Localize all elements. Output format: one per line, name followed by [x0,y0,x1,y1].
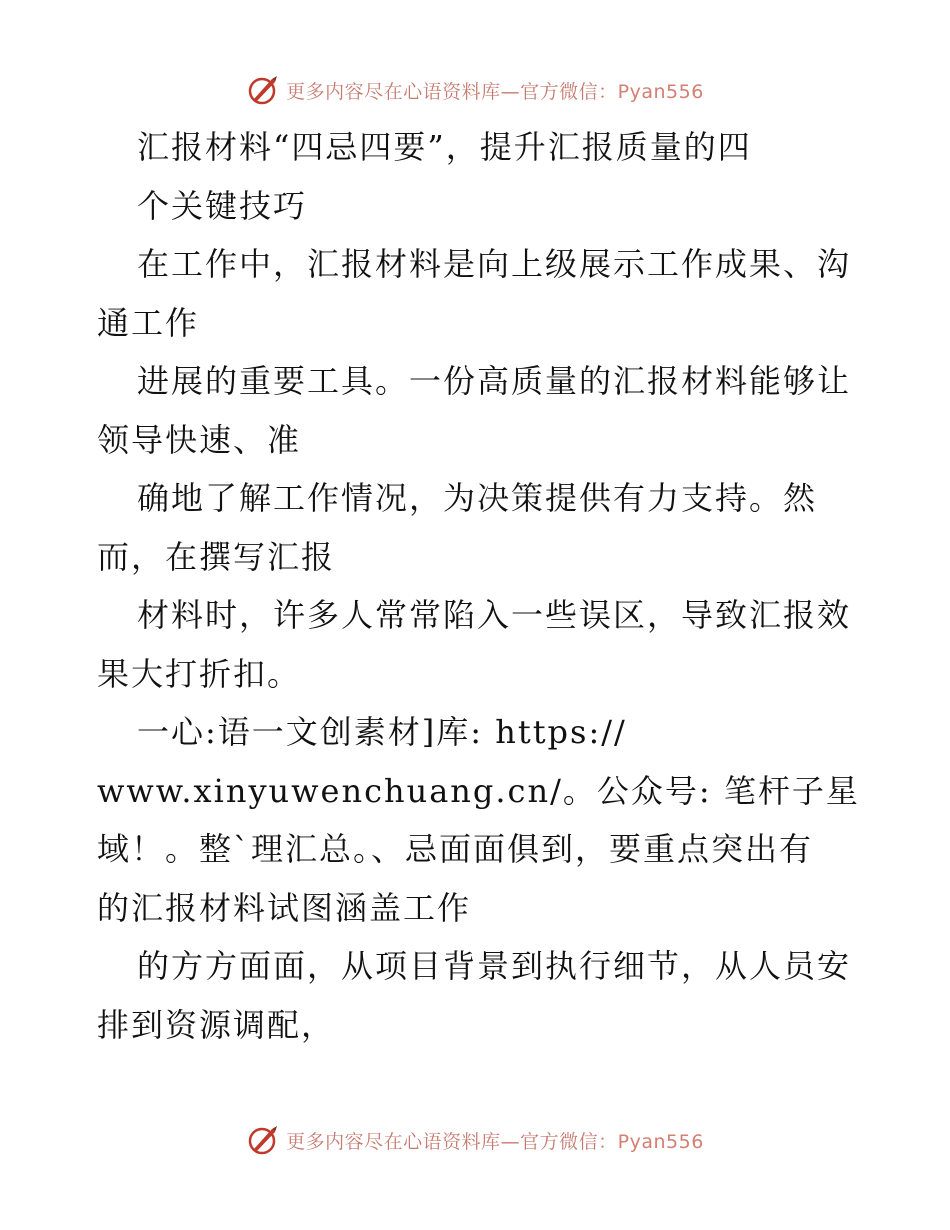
text-line: 材料时，许多人常常陷入一些误区，导致汇报效 [137,596,852,634]
text-line: 排到资源调配， [97,1005,336,1044]
text-line: 个关键技巧 [137,186,308,225]
text-line: 在工作中，汇报材料是向上级展示工作成果、沟 [137,245,852,283]
text-line: 通工作 [97,303,200,342]
quill-pen-circle-icon [246,73,280,107]
text-line: 果大打折扣。 [97,654,302,693]
text-line: 而，在撰写汇报 [97,537,336,576]
text-line: 确地了解工作情况，为决策提供有力支持。然 [137,479,818,517]
text-line: 领导快速、准 [97,420,302,459]
header-watermark [0,68,950,112]
text-line: 域！。整`理汇总。、忌面面俱到，要重点突出有 [97,830,814,868]
text-line: 进展的重要工具。一份高质量的汇报材料能够让 [137,362,852,400]
document-body [97,118,860,1054]
quill-pen-circle-icon [246,1123,280,1157]
text-line: 汇报材料“四忌四要”，提升汇报质量的四 [137,128,752,166]
text-line: 的汇报材料试图涵盖工作 [97,888,472,927]
text-line: www.xinyuwenchuang.cn/。公众号: 笔杆子星 [97,771,860,810]
watermark-text: 更多内容尽在心语资料库—官方微信：Pyan556 [286,80,704,103]
footer-watermark [0,1118,950,1162]
watermark-text: 更多内容尽在心语资料库—官方微信：Pyan556 [286,1130,704,1153]
text-line: 一心:语一文创素材]库: https:// [137,713,627,751]
text-line: 的方方面面，从项目背景到执行细节，从人员安 [137,947,852,985]
